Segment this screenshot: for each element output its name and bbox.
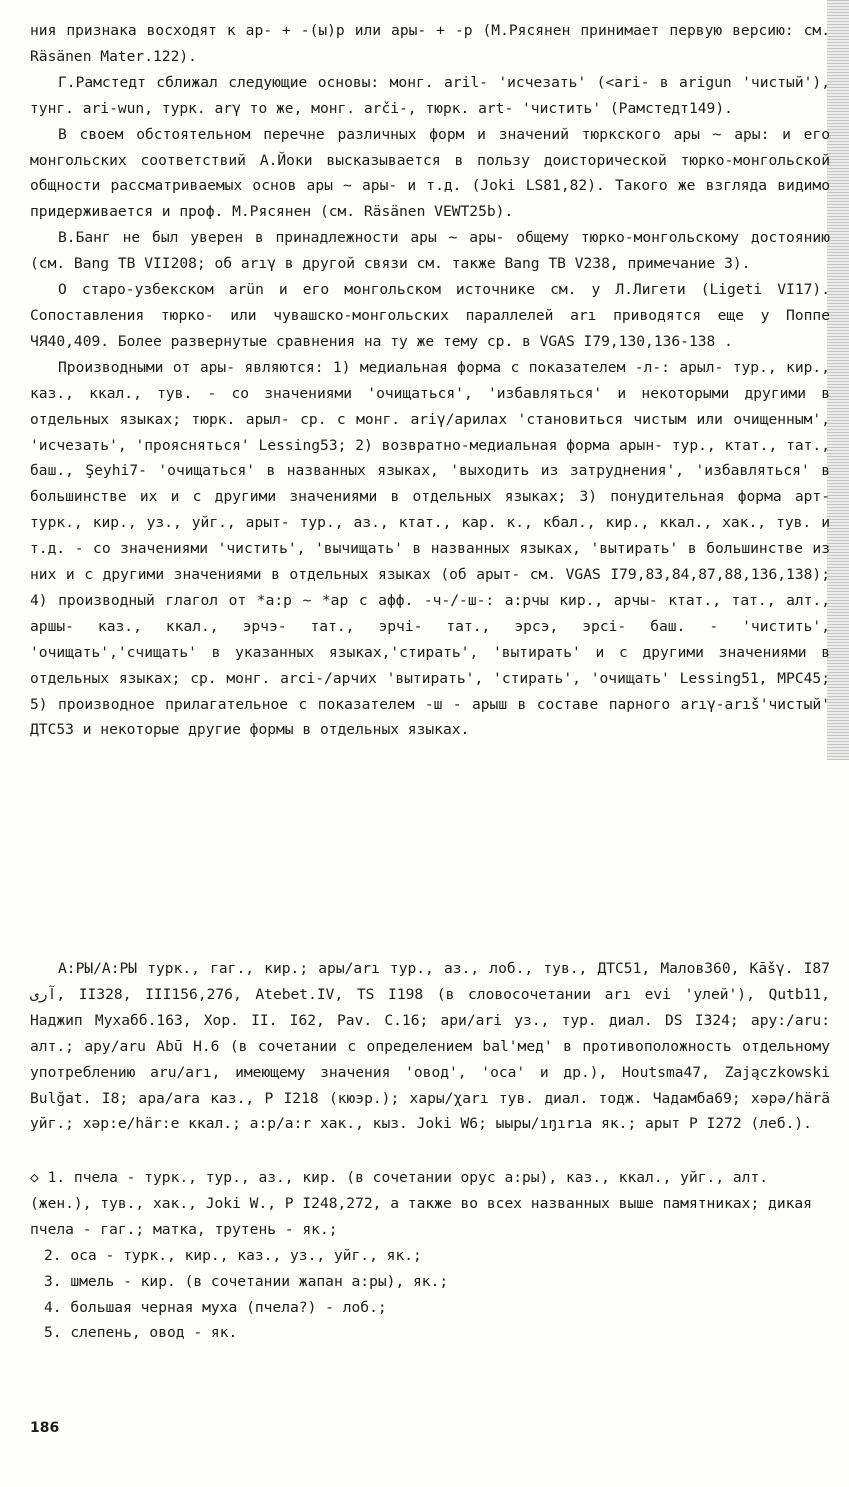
sense-item: ◇ 1. пчела - турк., тур., аз., кир. (в сочетании орус а:ры), каз., ккал., уйг., алт. (жен.), тув., хак., Joki W., P I248,272, а также во всех названных выше памятниках; дикая пчела - гаг.; матка, трутень - як.; bbox=[30, 1169, 812, 1238]
sense-item: 2. оса - турк., кир., каз., уз., уйг., як.; bbox=[44, 1246, 422, 1264]
paragraph-ligeti: О старо-узбекском arün и его монгольском источнике см. у Л.Лигети (Ligeti VI17). Сопоставления тюрко- или чувашско-монгольских параллелей arı приводятся еще у Поппе ЧЯ40,409. Более развернутые сравнения на ту же тему ср. в VGAS I79,130,136-138 . bbox=[30, 281, 830, 350]
paragraph-joki: В своем обстоятельном перечне различных форм и значений тюркского ары ~ ары: и его монгольских соответствий А.Йоки высказывается в пользу доисторической тюрко-монгольской общности рассматриваемых основ ары ~ ары- и т.д. (Joki LS81,82). Такого же взгляда видимо придерживается и проф. М.Рясянен (см. Räsänen VEWT25b). bbox=[30, 125, 830, 221]
scan-edge-shadow bbox=[827, 0, 849, 760]
paragraph-bang: В.Банг не был уверен в принадлежности ары ~ ары- общему тюрко-монгольскому достоянию (см. Bang TB VII208; об arıγ в другой связи см. также Bang TB V238, примечание 3). bbox=[30, 229, 830, 273]
page-number: 186 bbox=[30, 1420, 60, 1436]
paragraph-continuation: ния признака восходят к ар- + -(ы)р или ары- + -р (М.Рясянен принимает первую версию: см. Räsänen Mater.122). bbox=[30, 22, 830, 65]
sense-item: 4. большая черная муха (пчела?) - лоб.; bbox=[44, 1298, 387, 1316]
dictionary-entry bbox=[30, 956, 830, 1137]
entry-headword-forms: А:РЫ/А:РЫ турк., гаг., кир.; ары/arı тур., аз., лоб., тув., ДТС51, Малов360, Kāšγ. I87 آرى, II328, III156,276, Atebet.IV, TS I198 (в словосочетании arı evi 'улей'), Qutb11, Наджип Мухабб.163, Хор. II. I62, Pav. C.16; ари/ari уз., тур. диал. DS I324; ару:/aru: алт.; ару/aru Abū H.6 (в сочетании с определением bal'мед' в противоположность отдельному употреблению aru/arı, имеющему значения 'овод', 'оса' и др.), Houtsma47, Zajączkowski Bulğat. I8; ара/ara каз., P I218 (кюэр.); хары/χarı тув. диал. тодж. Чадамба69; хәрә/härä уйг.; хәр:е/här:e ккал.; а:р/a:r хак., кыз. Joki W6; ыыры/ıŋırıa як.; арыт P I272 (леб.). bbox=[30, 960, 830, 1133]
sense-item: 3. шмель - кир. (в сочетании жапан а:ры), як.; bbox=[44, 1272, 449, 1290]
entry-senses bbox=[30, 1165, 830, 1346]
paragraph-derivatives: Производными от ары- являются: 1) медиальная форма с показателем -л-: арыл- тур., кир., каз., ккал., тув. - со значениями 'очищаться', 'избавляться' и некоторыми другими в отдельных языках; тюрк. арыл- ср. с монг. ariγ/арилах 'становиться чистым или очищенным', 'исчезать', 'проясняться' Lessing53; 2) возвратно-медиальная форма арын- тур., ктат., тат., баш., Şeyhi7- 'очищаться' в названных языках, 'выходить из затруднения', 'избавляться' в большинстве их и с другими значениями в отдельных языках; 3) понудительная форма арт- турк., кир., уз., уйг., арыт- тур., аз., ктат., кар. к., кбал., кир., ккал., хак., тув. и т.д. - со значениями 'чистить', 'вычищать' в названных языках, 'вытирать' в большинстве из них и с другими значениями в отдельных языках (об арыт- см. VGAS I79,83,84,87,88,136,138); 4) производный глагол от *а:р ~ *ар с афф. -ч-/-ш-: а:рчы кир., арчы- ктат., тат., алт., аршы- каз., ккал., эрчэ- тат., эрчі- тат., эрсэ, эрсі- баш. - 'чистить', 'очищать','счищать' в указанных языках,'стирать', 'вытирать' и с другими значениями в отдельных языках; ср. монг. arci-/арчих 'вытирать', 'стирать', 'очищать' Lessing51, МРС45; 5) производное прилагательное с показателем -ш - арыш в составе парного arıγ-arıš'чистый' ДТС53 и некоторые другие формы в отдельных языках. bbox=[30, 358, 830, 739]
sense-list bbox=[30, 1165, 830, 1346]
sense-item: 5. слепень, овод - як. bbox=[44, 1324, 238, 1342]
paragraph-ramstedt: Г.Рамстедт сближал следующие основы: монг. aril- 'исчезать' (<ari- в arigun 'чистый'), тунг. ari-wun, турк. arγ то же, монг. arči-, тюрк. art- 'чистить' (Рамстедт149). bbox=[30, 73, 830, 117]
main-text-block bbox=[30, 18, 830, 743]
